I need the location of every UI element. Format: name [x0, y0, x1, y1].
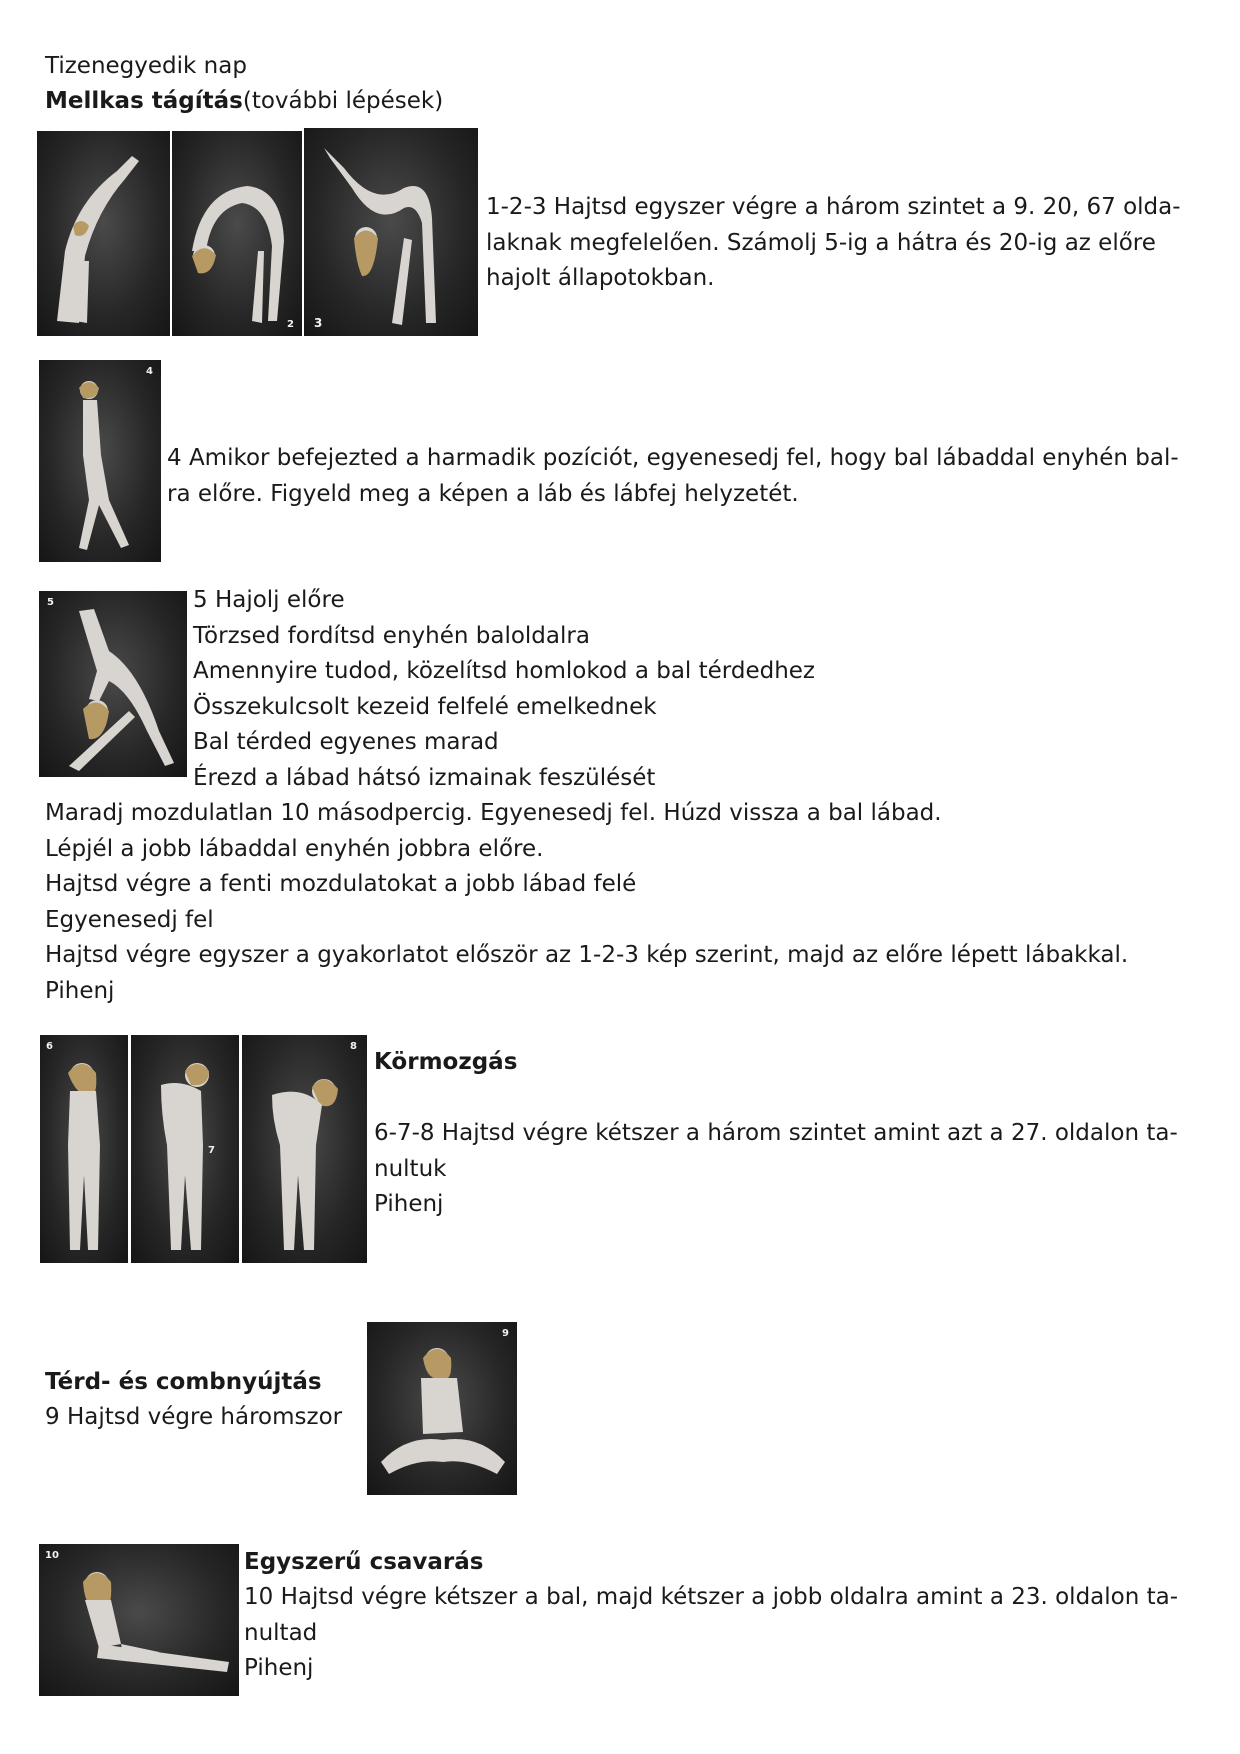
section4-heading: Körmozgás	[374, 1049, 518, 1075]
exercise-photo-7	[131, 1035, 239, 1263]
photo-number: 3	[314, 316, 323, 330]
text-line: Érezd a lábad hátsó izmainak feszülését	[193, 764, 656, 791]
page-title	[45, 84, 443, 120]
text-line: 6-7-8 Hajtsd végre kétszer a három szintet amint azt a 27. oldalon ta-	[374, 1120, 1178, 1146]
text-line: Hajtsd végre egyszer a gyakorlatot először az 1-2-3 kép szerint, majd az előre lépett lábakkal.	[45, 942, 1129, 968]
exercise-photo-1	[37, 131, 170, 336]
text-line: 1-2-3 Hajtsd egyszer végre a három szintet a 9. 20, 67 olda-	[486, 194, 1181, 220]
section1-text	[486, 190, 1181, 297]
photo-number: 4	[146, 366, 153, 377]
text-line: Összekulcsolt kezeid felfelé emelkednek	[193, 693, 657, 720]
section3-full-text	[45, 796, 1128, 1009]
text-line: 10 Hajtsd végre kétszer a bal, majd kétszer a jobb oldalra amint a 23. oldalon ta-	[244, 1584, 1179, 1610]
section4-text	[374, 1116, 1178, 1223]
text-line: Pihenj	[45, 977, 115, 1004]
exercise-photo-2	[172, 131, 302, 336]
photo-number: 8	[350, 1041, 357, 1052]
section5-text: 9 Hajtsd végre háromszor	[45, 1404, 343, 1430]
section3-side-text	[193, 583, 815, 796]
section6-text	[244, 1580, 1178, 1687]
exercise-photo-4	[39, 360, 161, 562]
text-line: Maradj mozdulatlan 10 másodpercig. Egyenesedj fel. Húzd vissza a bal lábad.	[45, 800, 942, 826]
exercise-photo-8	[242, 1035, 367, 1263]
text-line: Pihenj	[244, 1655, 314, 1681]
photo-number: 10	[45, 1550, 59, 1561]
exercise-photo-3	[304, 128, 478, 336]
photo-number: 9	[502, 1328, 509, 1339]
page-day-label: Tizenegyedik nap	[45, 53, 247, 79]
page-title-bold: Mellkas tágítás	[45, 88, 243, 114]
photo-number: 6	[46, 1041, 53, 1052]
photo-number: 2	[287, 319, 294, 330]
text-line: hajolt állapotokban.	[486, 265, 715, 291]
text-line: Bal térded egyenes marad	[193, 729, 499, 755]
text-line: Pihenj	[374, 1191, 444, 1217]
text-line: nultad	[244, 1619, 318, 1646]
text-line: Hajtsd végre a fenti mozdulatokat a jobb lábad felé	[45, 871, 637, 897]
section6-heading: Egyszerű csavarás	[244, 1549, 484, 1575]
exercise-photo-6	[40, 1035, 128, 1263]
photo-number: 5	[47, 597, 54, 608]
exercise-photo-9	[367, 1322, 517, 1495]
text-line: 5 Hajolj előre	[193, 587, 345, 613]
section2-text	[167, 441, 1179, 512]
exercise-photo-10	[39, 1544, 239, 1696]
text-line: Törzsed fordítsd enyhén baloldalra	[193, 622, 590, 649]
text-line: 4 Amikor befejezted a harmadik pozíciót, egyenesedj fel, hogy bal lábaddal enyhén bal-	[167, 445, 1179, 471]
text-line: Lépjél a jobb lábaddal enyhén jobbra előre.	[45, 835, 544, 862]
text-line: ra előre. Figyeld meg a képen a láb és lábfej helyzetét.	[167, 480, 799, 507]
exercise-photo-5	[39, 591, 187, 777]
text-line: laknak megfelelően. Számolj 5-ig a hátra és 20-ig az előre	[486, 229, 1156, 256]
text-line: Amennyire tudod, közelítsd homlokod a bal térdedhez	[193, 658, 815, 684]
page-title-rest: (további lépések)	[242, 88, 444, 114]
text-line: nultuk	[374, 1155, 447, 1182]
text-line: Egyenesedj fel	[45, 906, 214, 933]
photo-number: 7	[208, 1145, 215, 1156]
section5-heading: Térd- és combnyújtás	[45, 1369, 322, 1395]
